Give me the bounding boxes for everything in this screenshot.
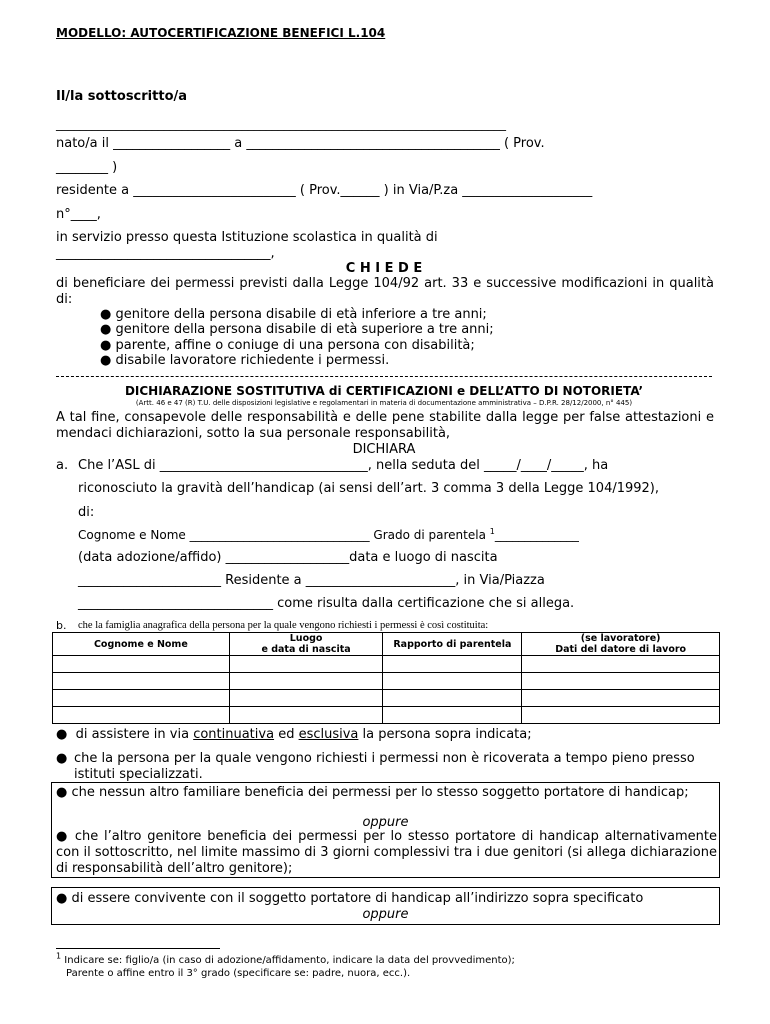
document-title: MODELLO: AUTOCERTIFICAZIONE BENEFICI L.104 bbox=[56, 26, 386, 40]
nato-line: nato/a il __________________ a _______________________________________ ( Prov. bbox=[56, 136, 545, 151]
table-row bbox=[53, 656, 720, 673]
bullet-icon: ● bbox=[100, 338, 112, 353]
dichiara-heading: DICHIARA bbox=[352, 442, 416, 457]
bullet-icon: ● bbox=[56, 829, 70, 844]
dichiarazione-intro: A tal fine, consapevole delle responsabilità e delle pene stabilite dalla legge per false attestazioni e mendaci dichiarazioni, sotto la sua personale responsabilità, bbox=[56, 410, 714, 441]
dichiarazione-subtitle: (Artt. 46 e 47 (R) T.U. delle disposizioni legislative e regolamentari in materia di documentazione amministrativa – D.P.R. 28/12/2000, n° 445) bbox=[135, 399, 633, 407]
famiglia-table bbox=[52, 632, 720, 724]
bullet-icon: ● bbox=[56, 751, 68, 766]
sottoscritto-label: Il/la sottoscritto/a bbox=[56, 89, 188, 104]
chiede-option: ● parente, affine o coniuge di una persona con disabilità; bbox=[100, 338, 475, 353]
bullet-icon: ● bbox=[100, 307, 112, 322]
punto-b-text: che la famiglia anagrafica della persona per la quale vengono richiesti i permessi è così costituita: bbox=[78, 620, 489, 631]
table-header-row bbox=[53, 633, 720, 656]
certificazione-line: ______________________________ come risulta dalla certificazione che si allega. bbox=[78, 596, 575, 611]
bullet-icon: ● bbox=[56, 727, 68, 742]
bullet-icon: ● bbox=[100, 322, 112, 337]
altro-genitore-item: ● che l’altro genitore beneficia dei permessi per lo stesso portatore di handicap alternativamente con il sottoscritto, nel limite massimo di 3 giorni complessivi tra i due genitori (si allega dichiarazione di responsabilità dell’altro genitore); bbox=[56, 829, 717, 876]
convivente-item: ● di essere convivente con il soggetto portatore di handicap all’indirizzo sopra specificato bbox=[56, 891, 644, 906]
table-row bbox=[53, 673, 720, 690]
footnote-line2: Parente o affine entro il 3° grado (specificare se: padre, nuora, ecc.). bbox=[66, 968, 411, 979]
footnote-ref: 1 bbox=[489, 527, 495, 536]
altro-familiare-box bbox=[51, 782, 720, 878]
dichiarazione-title: DICHIARAZIONE SOSTITUTIVA di CERTIFICAZIONI e DELL’ATTO DI NOTORIETA’ bbox=[124, 384, 644, 398]
col-luogo-data: Luogo e data di nascita bbox=[229, 633, 383, 656]
convivente-box bbox=[51, 887, 720, 925]
oppure-label: oppure bbox=[362, 815, 409, 830]
punto-a-line1: Che l’ASL di ________________________________, nella seduta del _____/____/_____, ha bbox=[78, 458, 609, 473]
adozione-line: (data adozione/affido) ___________________data e luogo di nascita bbox=[78, 550, 498, 565]
footnote-divider bbox=[56, 948, 220, 949]
punto-b-marker: b. bbox=[56, 619, 67, 632]
chiede-option: ● disabile lavoratore richiedente i permessi. bbox=[100, 353, 390, 368]
bullet-icon: ● bbox=[56, 785, 68, 800]
oppure-label: oppure bbox=[362, 907, 409, 922]
chiede-text: di beneficiare dei permessi previsti dalla Legge 104/92 art. 33 e successive modificazioni in qualità di: bbox=[56, 276, 714, 307]
residente-a-line: ______________________ Residente a _______________________, in Via/Piazza bbox=[78, 573, 545, 588]
col-rapporto: Rapporto di parentela bbox=[383, 633, 522, 656]
ricovero-item: che la persona per la quale vengono richiesti i permessi non è ricoverata a tempo pieno presso istituti specializzati. bbox=[74, 751, 695, 782]
altro-familiare-item: ● che nessun altro familiare beneficia dei permessi per lo stesso soggetto portatore di handicap; bbox=[56, 785, 689, 800]
punto-a-line2: riconosciuto la gravità dell’handicap (ai sensi dell’art. 3 comma 3 della Legge 104/1992), bbox=[78, 481, 660, 496]
punto-a-line3: di: bbox=[78, 505, 95, 520]
table-row bbox=[53, 690, 720, 707]
chiede-heading: C H I E D E bbox=[345, 261, 423, 276]
qualita-line: _________________________________, bbox=[56, 246, 275, 261]
footnote-line1: $^1$ Indicare se: figlio/a (in caso di adozione/affidamento, indicare la data del provvedimento); bbox=[56, 951, 515, 966]
bullet-icon: ● bbox=[100, 353, 112, 368]
name-line: ___________________________________________________________________________ bbox=[56, 117, 506, 131]
punto-a-marker: a. bbox=[56, 458, 69, 473]
dashed-divider bbox=[56, 376, 712, 377]
table-row bbox=[53, 707, 720, 724]
servizio-line: in servizio presso questa Istituzione scolastica in qualità di bbox=[56, 230, 438, 245]
residente-line: residente a _________________________ ( Prov.______ ) in Via/P.za ____________________ bbox=[56, 183, 593, 198]
col-cognome-nome: Cognome e Nome bbox=[53, 633, 230, 656]
col-datore: (se lavoratore) Dati del datore di lavoro bbox=[522, 633, 720, 656]
chiede-option: ● genitore della persona disabile di età superiore a tre anni; bbox=[100, 322, 494, 337]
assistenza-item: ● di assistere in via continuativa ed esclusiva la persona sopra indicata; bbox=[56, 727, 532, 742]
cognome-line: Cognome e Nome ______________________________ Grado di parentela $^1$______________ bbox=[78, 527, 579, 542]
bullet-icon: ● bbox=[56, 891, 68, 906]
chiede-option: ● genitore della persona disabile di età inferiore a tre anni; bbox=[100, 307, 487, 322]
prov-close-line: ________ ) bbox=[56, 160, 118, 175]
numero-line: n°____, bbox=[56, 207, 101, 222]
